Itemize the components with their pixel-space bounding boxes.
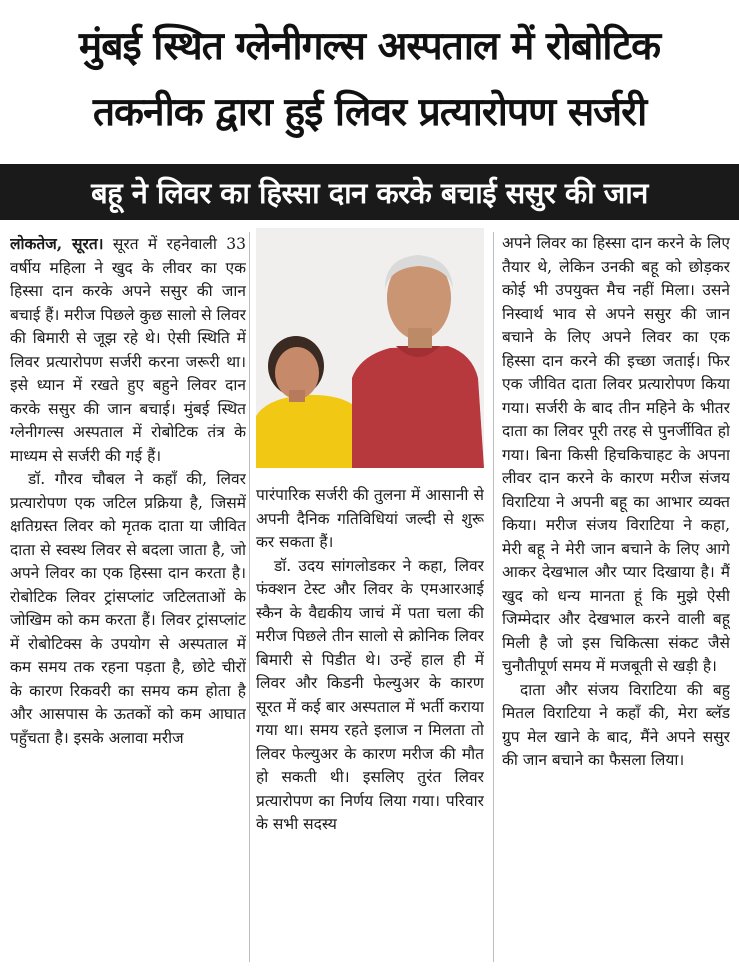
headline-line-2: तकनीक द्वारा हुई लिवर प्रत्यारोपण सर्जरी bbox=[92, 90, 647, 135]
column-rule-2 bbox=[493, 232, 494, 962]
news-photo bbox=[256, 228, 484, 468]
subheadline: बहू ने लिवर का हिस्सा दान करके बचाई ससुर की जान bbox=[91, 175, 648, 210]
article-column-1 bbox=[10, 232, 246, 964]
article-paragraph: डॉ. उदय सांगलोडकर ने कहा, लिवर फंक्शन टेस्ट और लिवर के एमआरआई स्कैन के वैद्यकीय जाचं में पता चला की मरीज पिछले तीन सालो से क्रोनिक लिवर बिमारी से पिडीत थे। उन्हें हाल ही में लिवर और किडनी फेल्युअर के कारण सूरत में कई बार अस्पताल में भर्ती कराया गया था। समय रहते इलाज न मिलता तो लिवर फेल्युअर के कारण मरीज की मौत हो सकती थी। इसलिए तुरंत लिवर प्रत्यारोपण का निर्णय लिया गया। परिवार के सभी सदस्य bbox=[256, 556, 484, 833]
headline bbox=[0, 14, 739, 146]
article-paragraph: अपने लिवर का हिस्सा दान करने के लिए तैयार थे, लेकिन उनकी बहू को छोड़कर कोई भी उपयुक्त मैच नहीं मिला। उसने निस्वार्थ भाव से अपने ससुर की जान बचाने के लिए अपने लिवर का एक हिस्सा दान करने की इच्छा जताई। फिर एक जीवित दाता लिवर प्रत्यारोपण किया गया। सर्जरी के बाद तीन महिने के भीतर दाता का लिवर पूरी तरह से पुनर्जीवित हो गया। बिना किसी हिचकिचाहट के अपना लीवर दान करने के कारण मरीज संजय विराटिया ने अपनी बहू का आभार व्यक्त किया। मरीज संजय विराटिया ने कहा, मेरी बहू ने मेरी जान बचाने के लिए आगे आकर देखभाल और प्यार दिखाया है। मैं खुद को धन्य मानता हूं कि मुझे ऐसी जिम्मेदार और देखभाल करने वाली बहू मिली है जो इस चिकित्सा संकट जैसे चुनौतीपूर्ण समय में मजबूती से खड़ी है। bbox=[502, 234, 730, 675]
article-column-3 bbox=[502, 232, 730, 964]
couple-photo-icon bbox=[256, 228, 484, 468]
article-paragraph: दाता और संजय विराटिया की बहु मितल विराटिया ने कहाँ की, मेरा ब्लॅड ग्रुप मेल खाने के बाद, मैंने अपने ससुर की जान बचाने का फैसला लिया। bbox=[502, 680, 730, 769]
article-column-2 bbox=[256, 484, 484, 964]
article-paragraph bbox=[10, 232, 246, 468]
headline-line-1: मुंबई स्थित ग्लेनीगल्स अस्पताल में रोबोटिक bbox=[78, 24, 661, 69]
article-paragraph: पारंपारिक सर्जरी की तुलना में आसानी से अपनी दैनिक गतिविधियां जल्दी से शुरू कर सकता हैं। bbox=[256, 486, 484, 551]
paragraph-text: सूरत में रहनेवाली 33 वर्षीय महिला ने खुद के लीवर का एक हिस्सा दान करके अपने ससुर की जान बचाई हैं। मरीज पिछले कुछ सालो से लिवर की बिमारी से जूझ रहे थे। ऐसी स्थिति में लिवर प्रत्यारोपण सर्जरी करना जरूरी था। इसे ध्यान में रखते हुए बहुने लिवर दान करके ससुर की जान बचाई। मुंबई स्थित ग्लेनीगल्स अस्पताल में रोबोटिक तंत्र के माध्यम से सर्जरी की गई हैं। bbox=[10, 235, 246, 465]
subheadline-bar bbox=[0, 164, 739, 220]
dateline: लोकतेज, सूरत। bbox=[10, 234, 104, 253]
article-paragraph: डॉ. गौरव चौबल ने कहाँ की, लिवर प्रत्यारोपण एक जटिल प्रक्रिया है, जिसमें क्षतिग्रस्त लिवर को मृतक दाता या जीवित दाता से स्वस्थ लिवर से बदला जाता है, जो अपने लिवर का एक हिस्सा दान करता है। रोबोटिक लिवर ट्रांसप्लांट जटिलताओं के जोखिम को कम करता हैं। लिवर ट्रांसप्लांट में रोबोटिक्स के उपयोग से अस्पताल में कम समय तक रहना पड़ता है, छोटे चीरों के कारण रिकवरी का समय कम होता है और आसपास के ऊतकों को कम आघात पहुँचता है। इसके अलावा मरीज bbox=[10, 470, 246, 747]
column-rule-1 bbox=[249, 232, 250, 962]
